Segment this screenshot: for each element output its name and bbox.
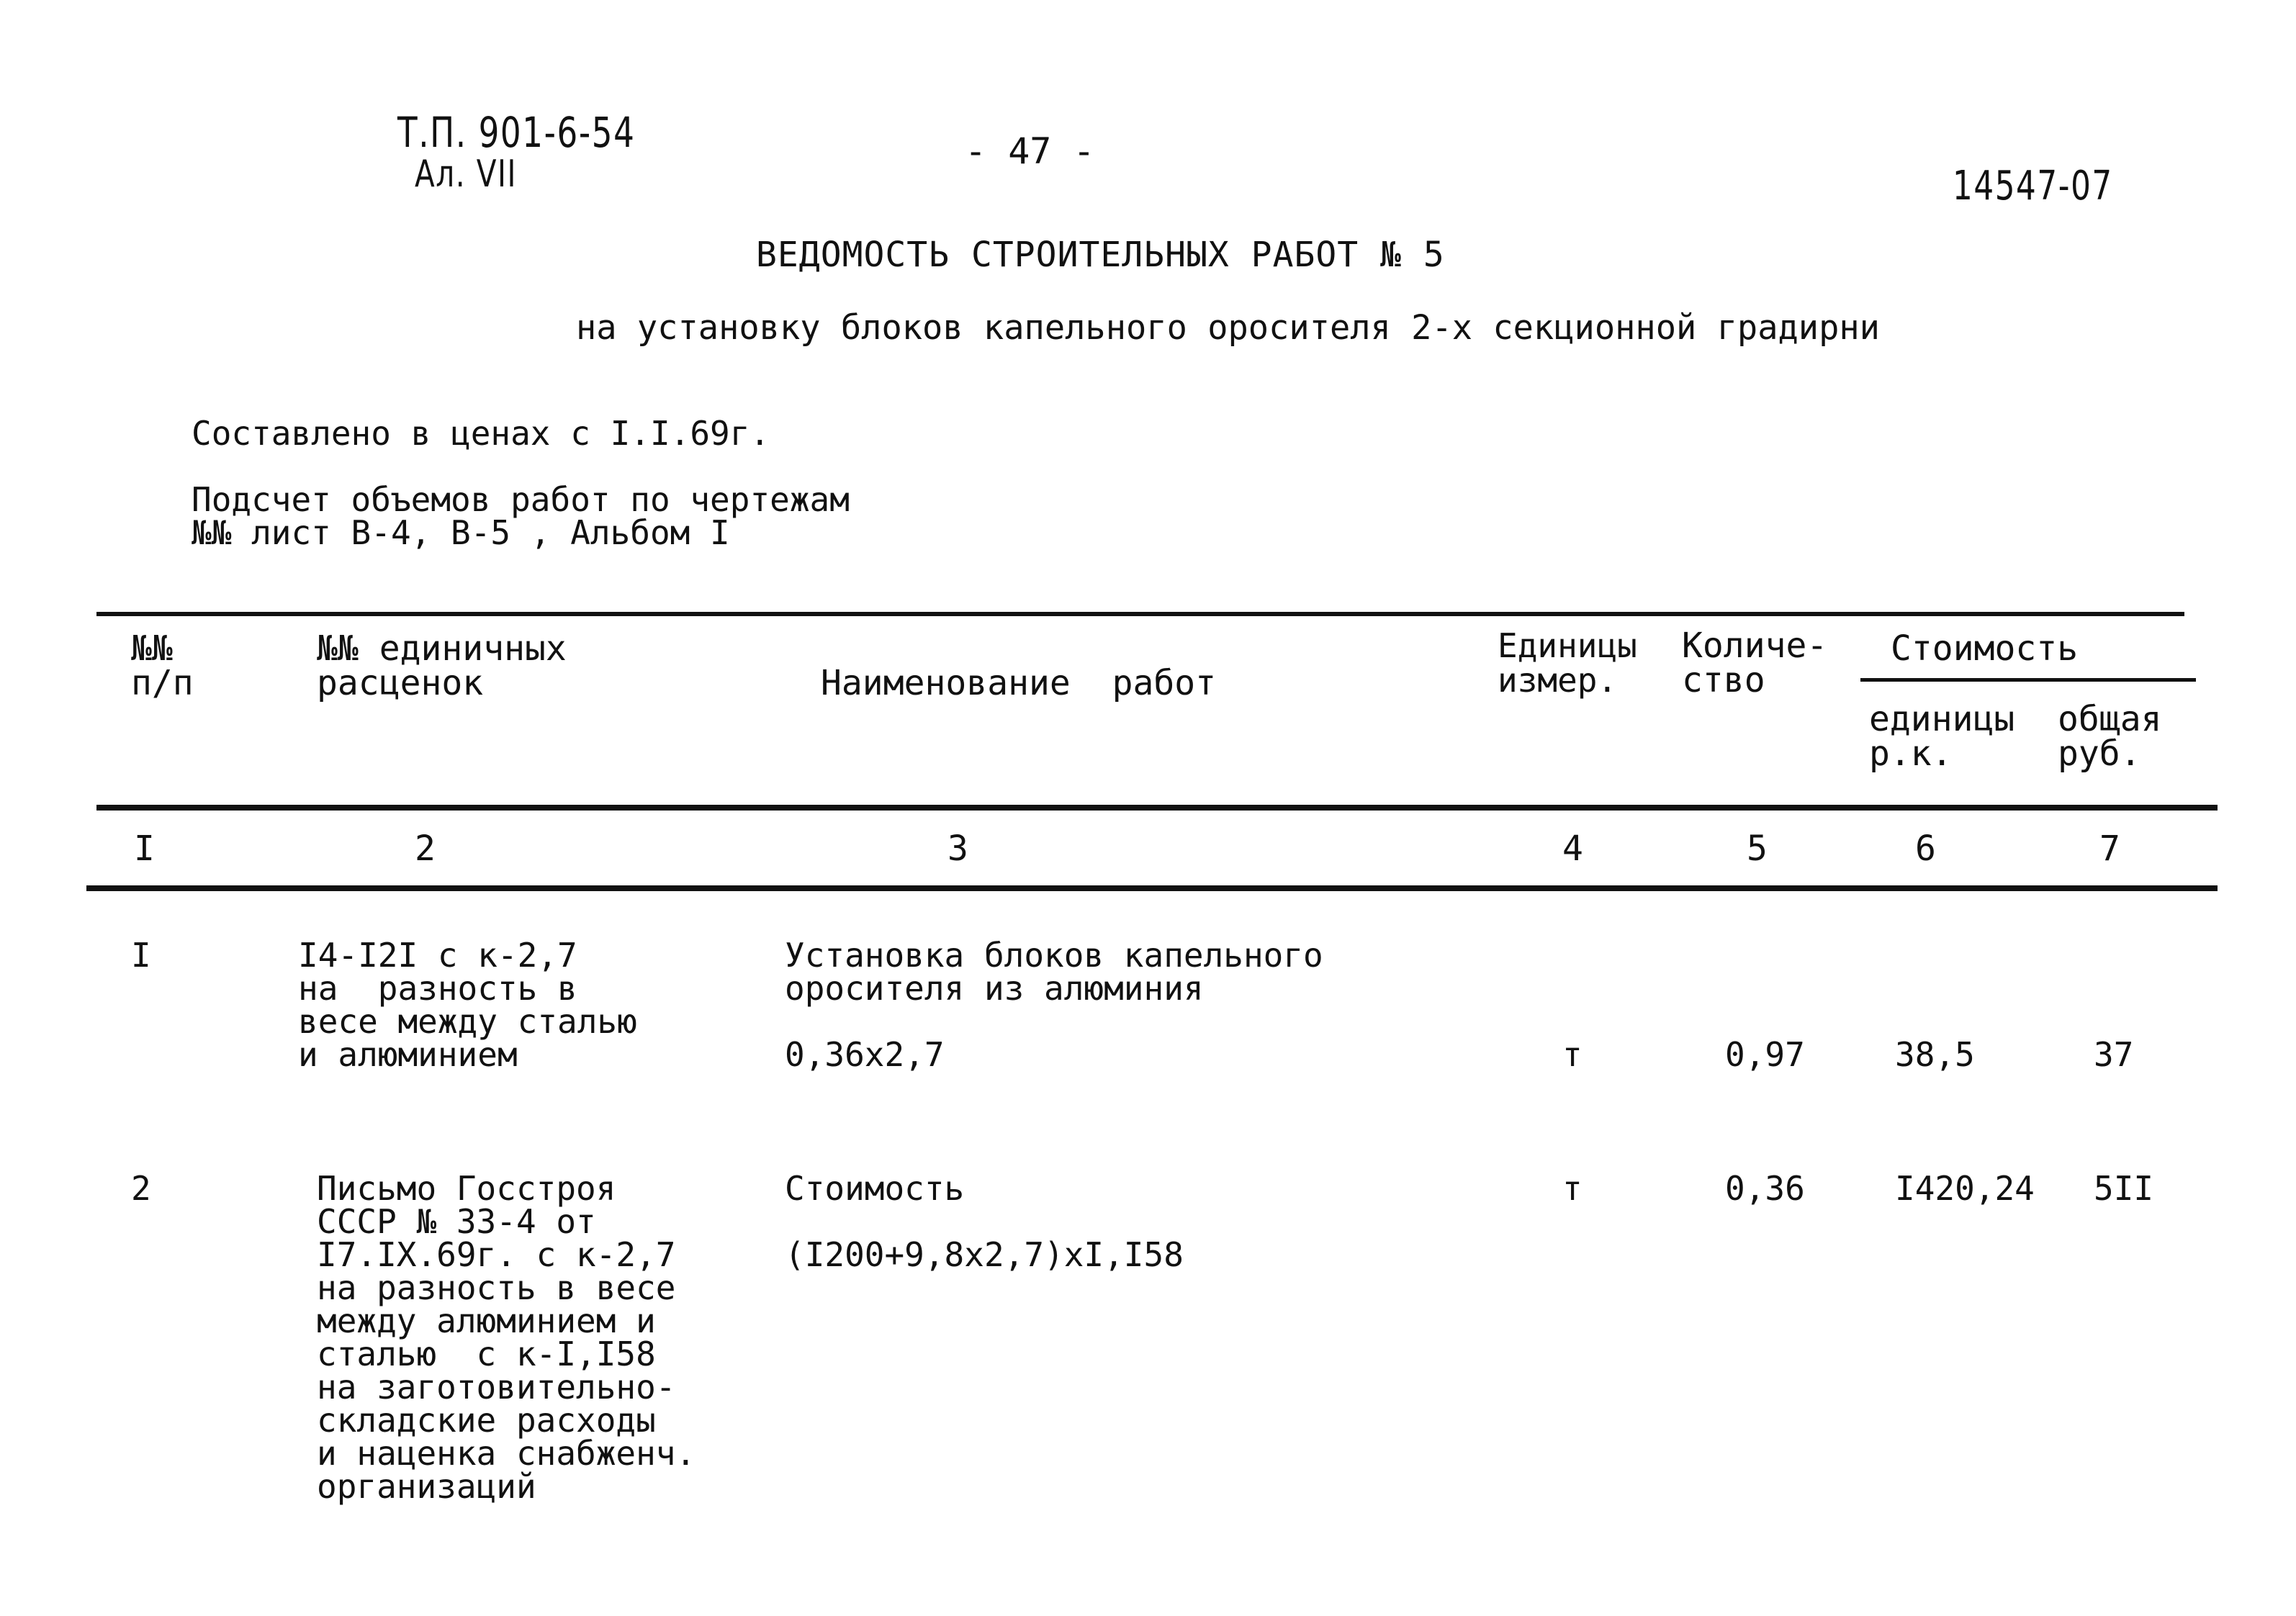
header-cost-group: Стоимость (1891, 628, 2079, 669)
rate-reference-line: Письмо Госстроя (317, 1169, 616, 1208)
unit-cost: I420,24 (1895, 1169, 2035, 1208)
col-number-2: 2 (415, 829, 436, 869)
header-bottom-rule (96, 805, 2218, 811)
table-top-rule (96, 612, 2184, 616)
rate-reference-line: организаций (317, 1467, 536, 1506)
work-name-line: Установка блоков капельного (785, 936, 1323, 975)
col-number-4: 4 (1562, 829, 1583, 869)
work-name-line: оросителя из алюминия (785, 969, 1204, 1008)
numbering-bottom-rule (86, 885, 2218, 891)
header-col1-line2: п/п (131, 663, 194, 703)
rate-reference-line: и алюминием (298, 1035, 518, 1074)
row-number: 2 (131, 1169, 151, 1208)
total-cost: 37 (2094, 1035, 2134, 1074)
work-name-line: Стоимость (785, 1169, 965, 1208)
header-col6-line1: единицы (1869, 699, 2015, 739)
inventory-number: 14547-07 (1953, 163, 2113, 209)
price-basis-note: Составлено в ценах с I.I.69г. (192, 414, 770, 453)
rate-reference-line: I7.IX.69г. с к-2,7 (317, 1235, 676, 1274)
rate-reference-line: складские расходы (317, 1401, 656, 1440)
header-col7-line2: руб. (2058, 733, 2141, 774)
header-col1-line1: №№ (131, 628, 173, 669)
col-number-7: 7 (2099, 829, 2120, 869)
calc-note-line1: Подсчет объемов работ по чертежам (192, 480, 850, 519)
header-col6-line2: р.к. (1869, 733, 1953, 774)
header-col5-line1: Количе- (1682, 626, 1828, 666)
rate-reference-line: сталью с к-I,I58 (317, 1335, 656, 1373)
doc-code-line1: Т.П. 901-6-54 (397, 108, 636, 157)
quantity: 0,97 (1725, 1035, 1805, 1074)
rate-reference-line: на разность в (298, 969, 577, 1008)
page-number: - 47 - (965, 130, 1095, 172)
col-number-3: 3 (947, 829, 968, 869)
rate-reference-line: I4-I2I с к-2,7 (298, 936, 577, 975)
header-col3: Наименование работ (821, 663, 1217, 703)
row-number: I (131, 936, 151, 975)
rate-reference-line: и наценка снабженч. (317, 1434, 696, 1473)
header-col5-line2: ство (1682, 660, 1765, 700)
work-formula: 0,36x2,7 (785, 1035, 945, 1074)
document-subtitle: на установку блоков капельного оросителя 2-х секционной градирни (576, 308, 1880, 348)
doc-code-line2: Ал. VII (415, 153, 518, 196)
quantity: 0,36 (1725, 1169, 1805, 1208)
rate-reference-line: между алюминием и (317, 1301, 656, 1340)
rate-reference-line: СССР № 33-4 от (317, 1202, 596, 1241)
header-col2-line1: №№ единичных (317, 628, 567, 669)
header-col4-line2: измер. (1498, 661, 1618, 700)
col-number-5: 5 (1747, 829, 1768, 869)
rate-reference-line: на разность в весе (317, 1268, 676, 1307)
unit-cost: 38,5 (1895, 1035, 1975, 1074)
unit-of-measure: т (1562, 1035, 1583, 1074)
header-col7-line1: общая (2058, 699, 2162, 739)
col-number-6: 6 (1915, 829, 1936, 869)
calc-note-line2: №№ лист В-4, В-5 , Альбом I (192, 513, 730, 552)
cost-group-rule (1860, 678, 2196, 682)
unit-of-measure: т (1562, 1169, 1583, 1208)
header-col4-line1: Единицы (1498, 626, 1637, 665)
rate-reference-line: на заготовительно- (317, 1368, 676, 1407)
document-title: ВЕДОМОСТЬ СТРОИТЕЛЬНЫХ РАБОТ № 5 (756, 235, 1445, 275)
work-formula: (I200+9,8x2,7)xI,I58 (785, 1235, 1184, 1274)
header-col2-line2: расценок (317, 663, 484, 703)
total-cost: 5II (2094, 1169, 2154, 1208)
rate-reference-line: весе между сталью (298, 1002, 637, 1041)
col-number-1: I (134, 829, 155, 869)
